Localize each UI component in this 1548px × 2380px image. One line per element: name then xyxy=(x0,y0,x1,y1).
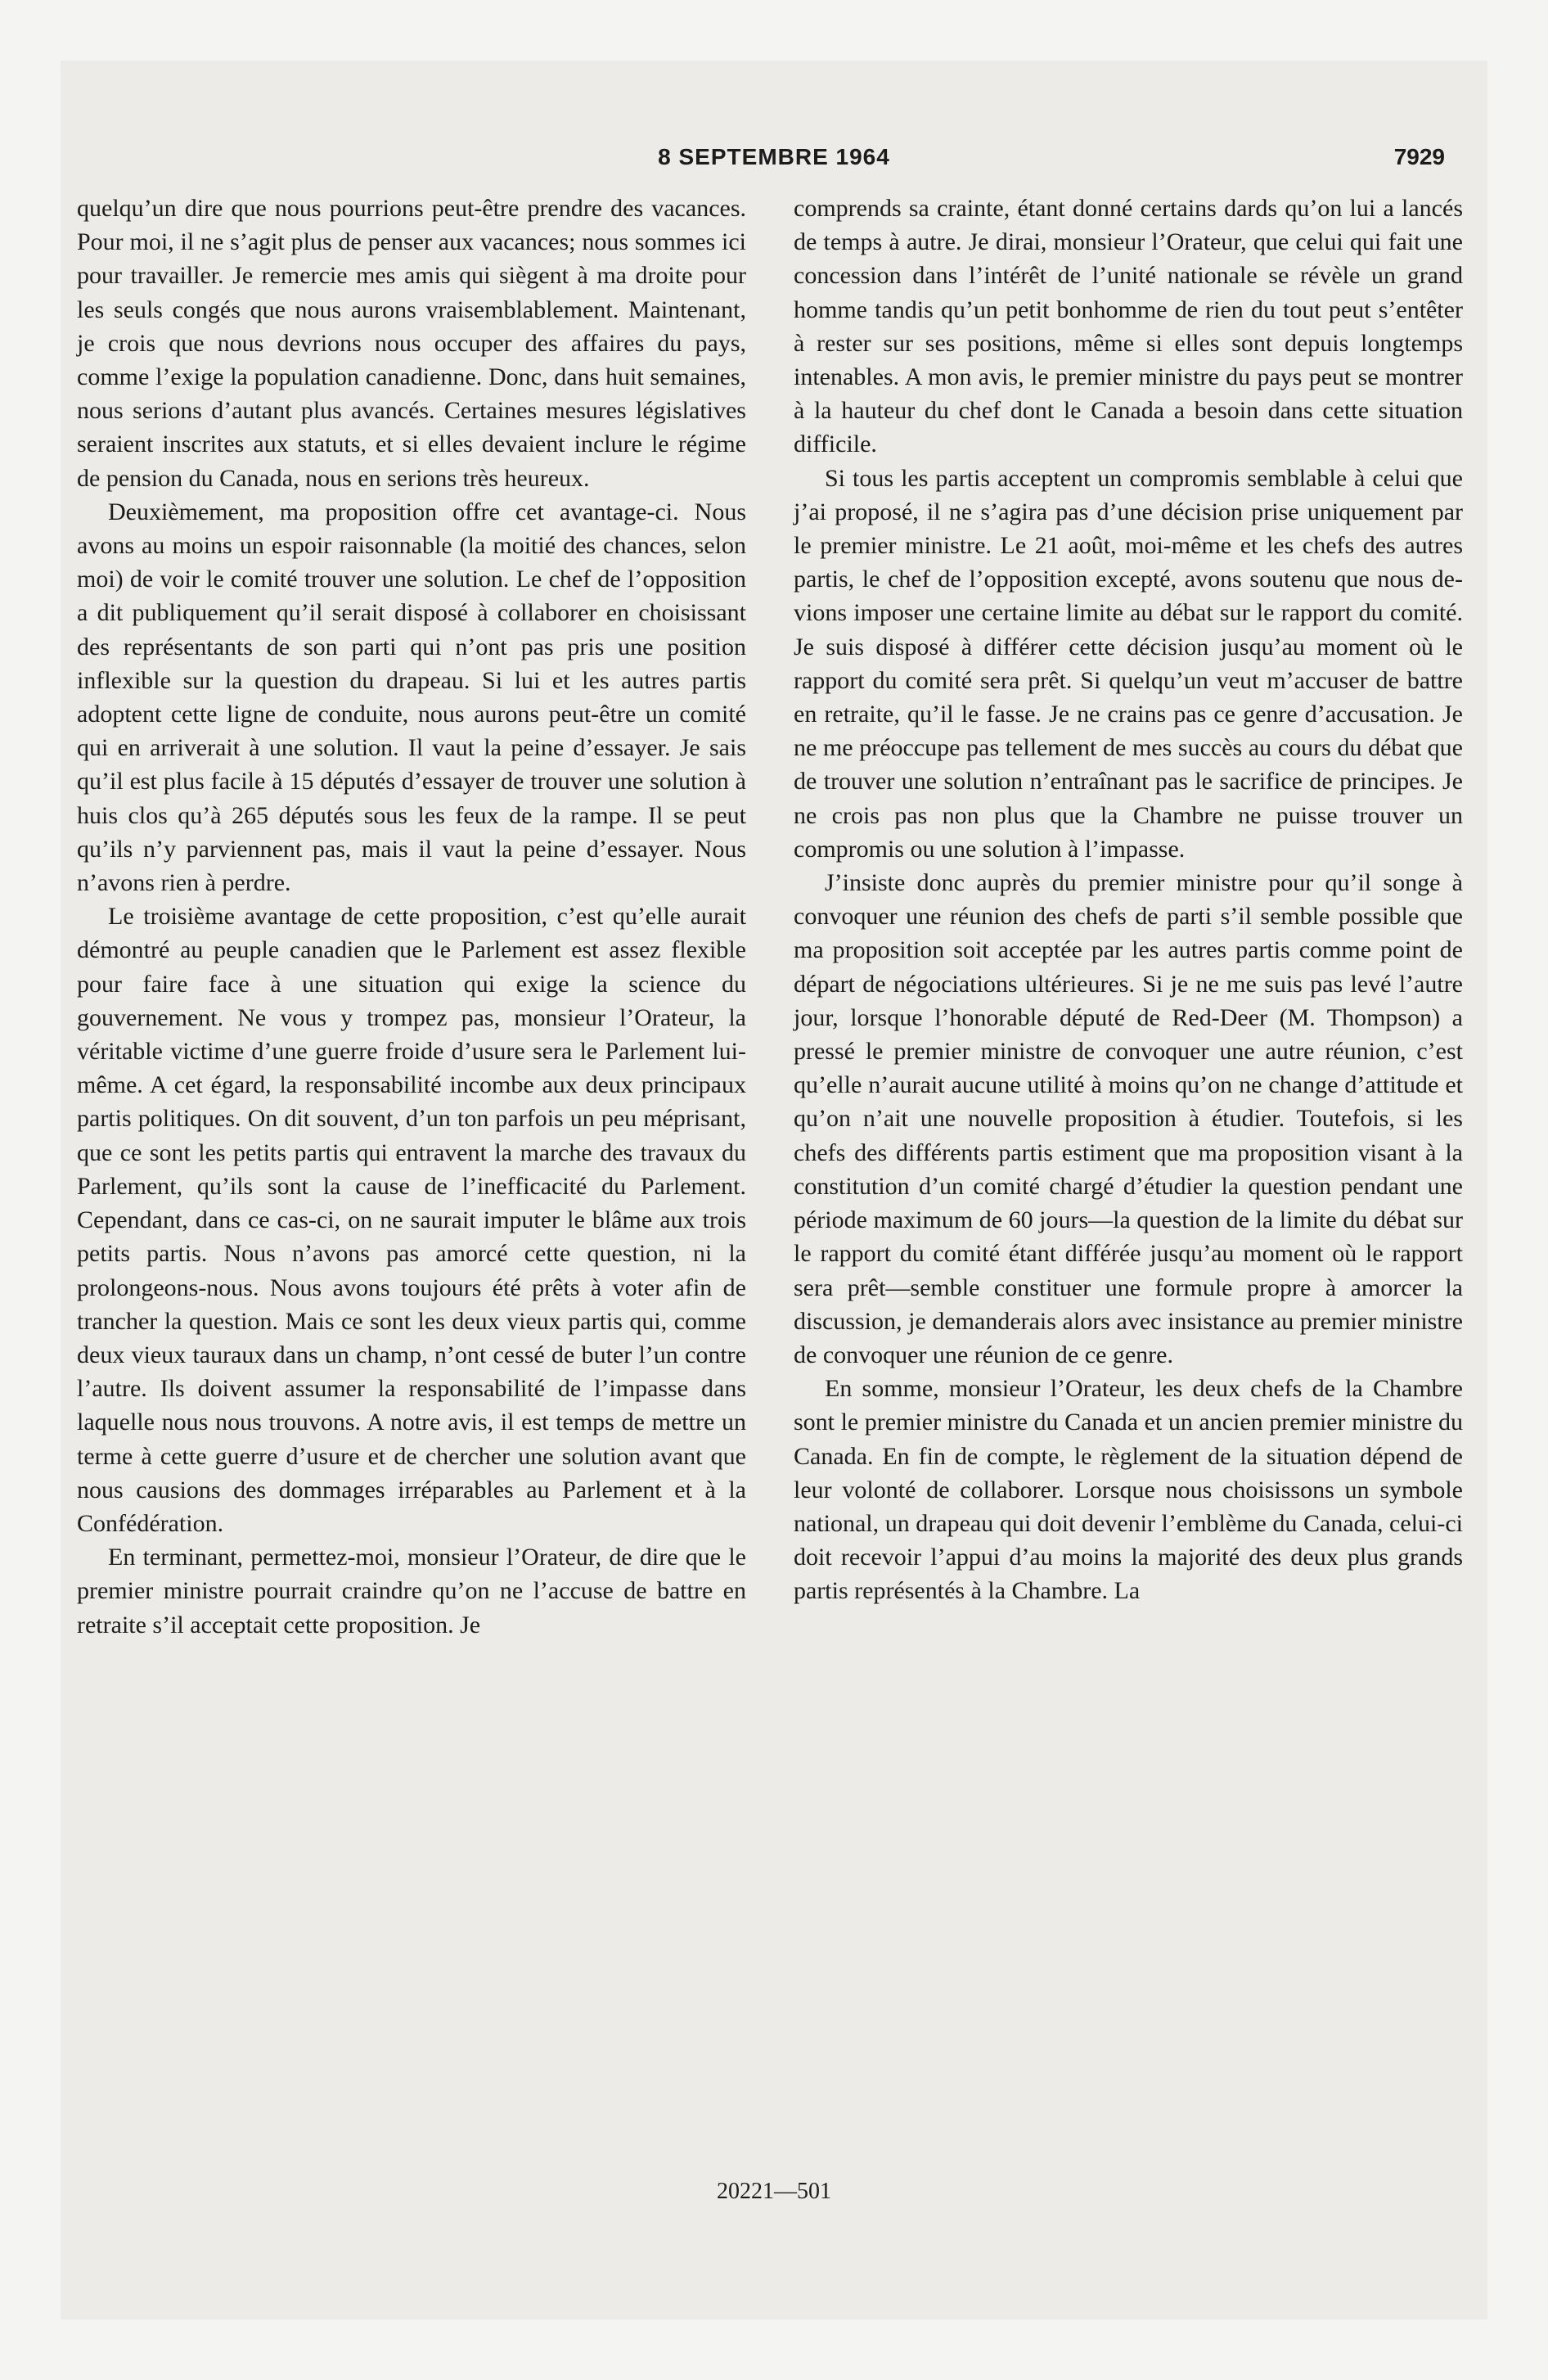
page-number: 7929 xyxy=(1393,144,1445,169)
printer-signature: 20221—501 xyxy=(717,2179,831,2204)
page-header xyxy=(61,137,1487,178)
left-column xyxy=(77,192,746,1642)
paragraph: Deuxièmement, ma proposition offre cet avantage-ci. Nous avons au moins un espoir raisonnable (la moitié des chances, selon moi) de voir le comité trouver une solution. Le chef de l’opposition a dit publiquement qu’il serait disposé à collaborer en choisissant des représentants de son parti qui n’ont pas pris une position inflexible sur la question du drapeau. Si lui et les autres partis adoptent cette ligne de conduite, nous aurons peut-être un comité qui en arriverait à une solution. Il vaut la peine d’essayer. Je sais qu’il est plus facile à 15 députés d’essayer de trouver une solution à huis clos qu’à 265 députés sous les feux de la rampe. Il se peut qu’ils n’y parviennent pas, mais il vaut la peine d’essayer. Nous n’avons rien à perdre. xyxy=(77,498,746,897)
paragraph: En somme, monsieur l’Orateur, les deux chefs de la Chambre sont le premier ministre du Canada et un ancien premier ministre du Canada. En fin de compte, le règlement de la situation dépend de leur volonté de collaborer. Lorsque nous choisissons un symbole national, un drapeau qui doit devenir l’emblème du Canada, celui-ci doit recevoir l’appui d’au moins la majorité des deux plus grands partis représentés à la Chambre. La xyxy=(794,1375,1463,1605)
paragraph: En terminant, permettez-moi, monsieur l’Orateur, de dire que le premier ministre pourrait craindre qu’on ne l’accuse de battre en retraite s’il acceptait cette proposition. Je xyxy=(77,1544,746,1639)
paragraph: quelqu’un dire que nous pourrions peut-être prendre des vacances. Pour moi, il ne s’agit plus de penser aux vacances; nous sommes ici pour travailler. Je remercie mes amis qui siègent à ma droite pour les seuls congés que nous aurons vraisemblablement. Maintenant, je crois que nous devrions nous occuper des affaires du pays, comme l’exige la population canadienne. Donc, dans huit semaines, nous serions d’autant plus avancés. Certaines mesures législatives seraient inscrites aux statuts, et si elles devaient inclure le régime de pension du Canada, nous en serions très heureux. xyxy=(77,195,746,492)
header-date: 8 SEPTEMBRE 1964 xyxy=(658,144,890,169)
paragraph: comprends sa crainte, étant donné certains dards qu’on lui a lancés de temps à autre. Je dirai, monsieur l’Orateur, que celui qui fait une concession dans l’intérêt de l’unité nationale se révèle un grand homme tandis qu’un petit bonhomme de rien du tout peut s’entêter à rester sur ses positions, même si elles sont depuis longtemps intenables. A mon avis, le premier ministre du pays peut se montrer à la hauteur du chef dont le Canada a besoin dans cette situation difficile. xyxy=(794,195,1463,458)
page xyxy=(61,61,1487,2319)
paragraph: Le troisième avantage de cette proposition, c’est qu’elle aurait démontré au peuple canadien que le Parlement est assez flexible pour faire face à une situation qui exige la science du gouvernement. Ne vous y trompez pas, monsieur l’Orateur, la véritable victime d’une guerre froide d’usure sera le Parlement lui-même. A cet égard, la responsabilité incombe aux deux principaux partis politiques. On dit souvent, d’un ton parfois un peu méprisant, que ce sont les petits partis qui entravent la marche des travaux du Parlement, qu’ils sont la cause de l’inefficacité du Parlement. Cependant, dans ce cas-ci, on ne saurait imputer le blâme aux trois petits partis. Nous n’avons pas amorcé cette question, ni la prolongeons-nous. Nous avons toujours été prêts à voter afin de trancher la question. Mais ce sont les deux vieux partis qui, comme deux vieux tauraux dans un champ, n’ont cessé de buter l’un contre l’autre. Ils doivent assumer la responsabilité de l’impasse dans laquelle nous nous trouvons. A notre avis, il est temps de mettre un terme à cette guerre d’usure et de chercher une solution avant que nous causions des dommages irréparables au Parlement et à la Confédération. xyxy=(77,903,746,1537)
right-column xyxy=(794,192,1463,1608)
paragraph: Si tous les partis acceptent un compromis semblable à celui que j’ai proposé, il ne s’agira pas d’une décision prise uniquement par le premier ministre. Le 21 août, moi-même et les chefs des autres partis, le chef de l’opposition excepté, avons soutenu que nous devions imposer une certaine limite au débat sur le rapport du comité. Je suis disposé à différer cette décision jusqu’au moment où le rapport du comité sera prêt. Si quelqu’un veut m’accuser de battre en retraite, qu’il le fasse. Je ne crains pas ce genre d’accusation. Je ne me préoccupe pas tellement de mes succès au cours du débat que de trouver une solution n’entraînant pas le sacrifice de principes. Je ne crois pas non plus que la Chambre ne puisse trouver un compromis ou une solution à l’impasse. xyxy=(794,464,1463,863)
paragraph: J’insiste donc auprès du premier ministre pour qu’il songe à convoquer une réunion des chefs de parti s’il semble possible que ma proposition soit acceptée par les autres partis comme point de départ de négociations ultérieures. Si je ne me suis pas levé l’autre jour, lorsque l’honorable député de Red-Deer (M. Thompson) a pressé le premier ministre de convoquer une autre réunion, c’est qu’elle n’aurait aucune utilité à moins qu’on ne change d’attitude et qu’on n’ait une nouvelle proposition à étudier. Toutefois, si les chefs des différents partis estiment que ma proposition visant à la constitution d’un comité chargé d’étudier la question pendant une période maximum de 60 jours—la question de la limite du débat sur le rapport du comité étant différée jusqu’au moment où le rapport sera prêt—semble constituer une formule propre à amorcer la discussion, je demanderais alors avec insistance au premier ministre de convoquer une réunion de ce genre. xyxy=(794,869,1463,1368)
